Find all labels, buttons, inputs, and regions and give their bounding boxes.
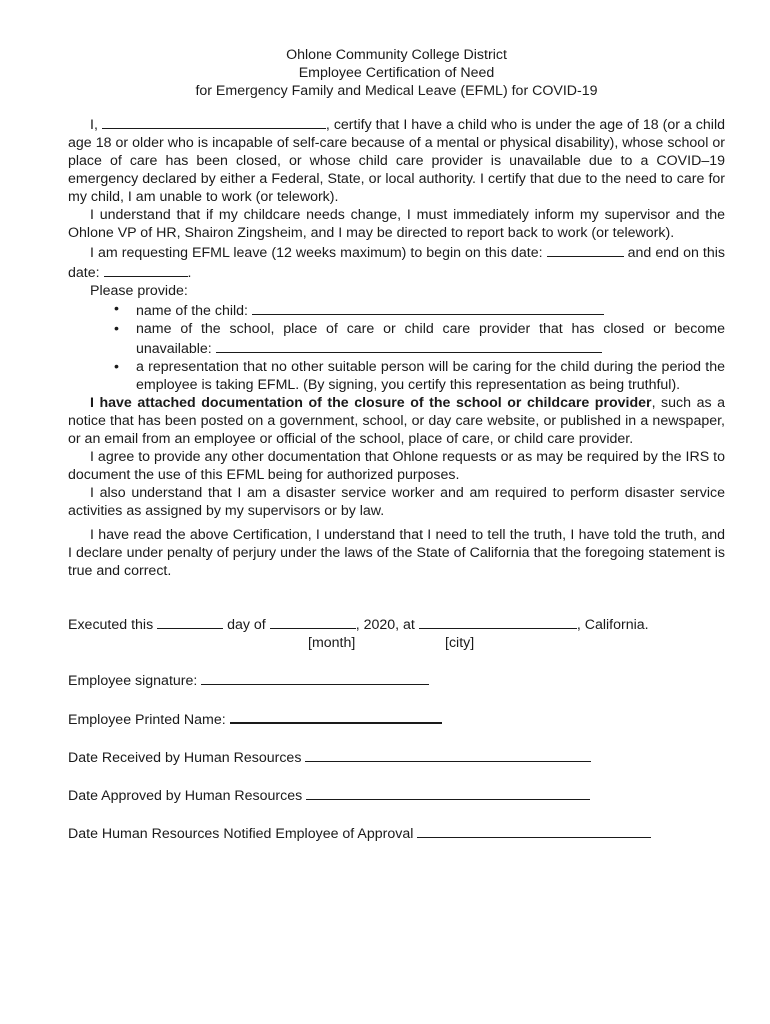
executed-line xyxy=(68,614,725,634)
executed-hints xyxy=(68,634,725,652)
employee-printed-name-blank[interactable] xyxy=(230,708,442,724)
date-received-label: Date Received by Human Resources xyxy=(68,750,302,766)
school-name-blank[interactable] xyxy=(216,338,602,353)
leave-end-date-blank[interactable] xyxy=(104,262,188,277)
paragraph-perjury: I have read the above Certification, I understand that I need to tell the truth, I have told the truth, and I declare under penalty of perjury under the laws of the State of California that the foregoing statement is true and correct. xyxy=(68,527,725,579)
date-received-line xyxy=(68,747,725,767)
child-name-blank[interactable] xyxy=(252,300,604,315)
paragraph-certify xyxy=(68,114,725,206)
certify-intro: I, xyxy=(90,117,98,133)
executed-city-blank[interactable] xyxy=(419,614,577,629)
leave-end-period: . xyxy=(187,265,192,281)
provide-list xyxy=(68,300,725,394)
documentation-bold: I have attached documentation of the closure of the school or childcare provider xyxy=(90,395,652,411)
date-approved-line xyxy=(68,785,725,805)
date-notified-blank[interactable] xyxy=(417,823,651,838)
paragraph-disaster-worker: I also understand that I am a disaster service worker and am required to perform disaster service activities as assigned by my supervisors or by law. xyxy=(68,485,725,519)
list-item-representation: • a representation that no other suitable person will be caring for the child during the period the employee is taking EFML. (By signing, you certify this representation as being truthful). xyxy=(136,358,725,394)
date-notified-line xyxy=(68,823,725,843)
employee-signature-label: Employee signature: xyxy=(68,673,198,689)
paragraph-documentation xyxy=(68,394,725,448)
date-approved-blank[interactable] xyxy=(306,785,590,800)
title-line-1: Ohlone Community College District xyxy=(286,47,507,63)
leave-start-label: I am requesting EFML leave (12 weeks maximum) to begin on this date: xyxy=(90,245,543,261)
executed-prefix: Executed this xyxy=(68,617,154,633)
executed-suffix: , California. xyxy=(576,617,649,633)
paragraph-childcare-change: I understand that if my childcare needs change, I must immediately inform my supervisor and the Ohlone VP of HR, Shairon Zingsheim, and I may be directed to report back to work (or telework). xyxy=(68,207,725,241)
paragraph-leave-dates xyxy=(68,242,725,282)
certification-body xyxy=(68,114,725,580)
list-item-school-name xyxy=(136,320,725,358)
employee-signature-line xyxy=(68,670,725,690)
list-item-child-name xyxy=(136,300,725,320)
leave-end-label: and end on this date: xyxy=(68,245,725,281)
document-page xyxy=(68,46,725,843)
paragraph-please-provide: Please provide: xyxy=(90,283,188,299)
employee-signature-blank[interactable] xyxy=(201,670,429,685)
leave-start-date-blank[interactable] xyxy=(547,242,624,257)
documentation-text: , such as a notice that has been posted on a government, school, or day care website, or published in a newspaper, or an email from an employee or official of the school, place of care, or child care provider. xyxy=(68,395,725,447)
date-approved-label: Date Approved by Human Resources xyxy=(68,788,303,804)
executed-day-blank[interactable] xyxy=(157,614,223,629)
date-notified-label: Date Human Resources Notified Employee of Approval xyxy=(68,826,414,842)
executed-day-of: day of xyxy=(227,617,266,633)
date-received-blank[interactable] xyxy=(305,747,591,762)
school-name-label: name of the school, place of care or child care provider that has closed or become unavailable: xyxy=(136,321,725,357)
title-line-3: for Emergency Family and Medical Leave (EFML) for COVID-19 xyxy=(195,83,598,99)
month-hint: [month] xyxy=(308,635,356,651)
executed-month-blank[interactable] xyxy=(270,614,356,629)
employee-name-blank[interactable] xyxy=(102,114,326,129)
employee-printed-name-line xyxy=(68,708,725,729)
city-hint: [city] xyxy=(445,635,475,651)
document-title xyxy=(68,46,725,100)
certify-text: , certify that I have a child who is under the age of 18 (or a child age 18 or older who is incapable of self-care because of a mental or physical disability), whose school or place of care has been closed, or whose child care provider is unavailable due to a COVID–19 emergency declared by either a Federal, State, or local authority. I certify that due to the need to care for my child, I am unable to work (or telework). xyxy=(68,117,725,205)
executed-year-at: , 2020, at xyxy=(355,617,415,633)
child-name-label: name of the child: xyxy=(136,303,248,319)
paragraph-other-documentation: I agree to provide any other documentation that Ohlone requests or as may be required by the IRS to document the use of this EFML being for authorized purposes. xyxy=(68,449,725,483)
title-line-2: Employee Certification of Need xyxy=(298,65,495,81)
employee-printed-name-label: Employee Printed Name: xyxy=(68,712,226,728)
